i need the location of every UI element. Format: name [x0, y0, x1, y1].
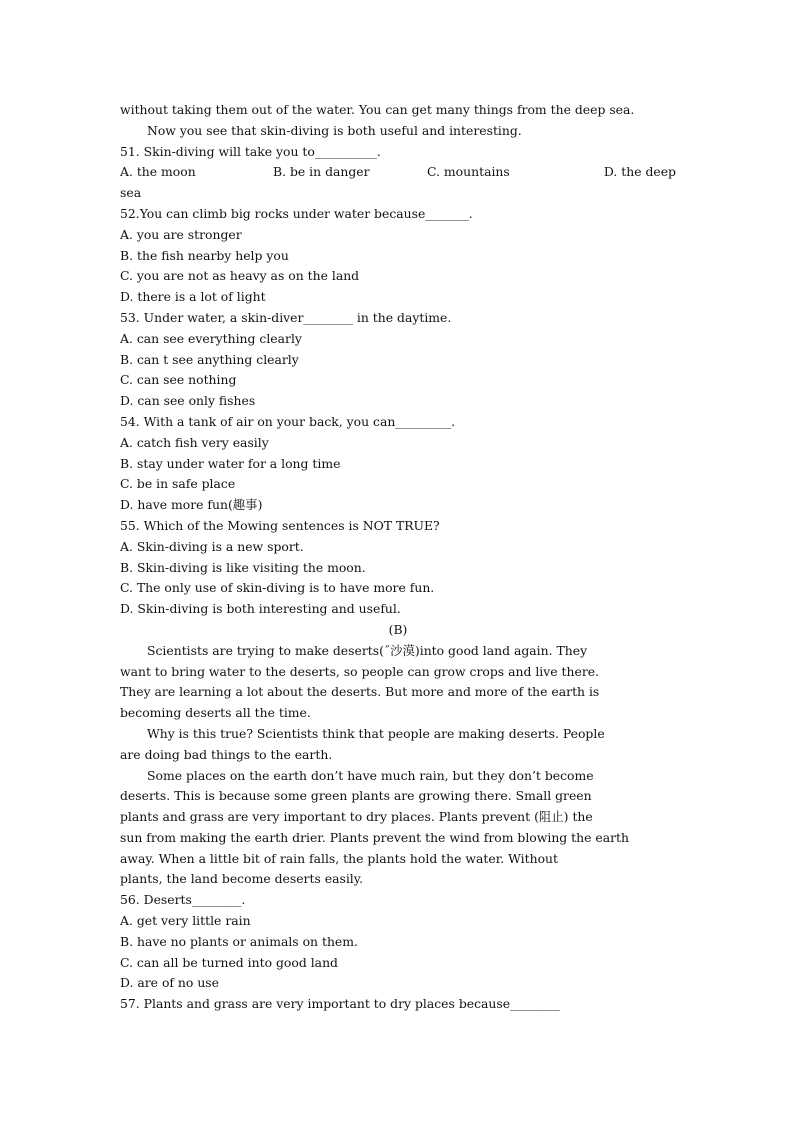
- question-53-stem: 53. Under water, a skin-diver________ in the daytime.: [120, 309, 452, 325]
- passage-b-line: are doing bad things to the earth.: [120, 746, 333, 762]
- question-51-stem: 51. Skin-diving will take you to__________.: [120, 143, 381, 159]
- question-57-stem: 57. Plants and grass are very important to dry places because________: [120, 996, 560, 1012]
- option-d: D. have more fun(趣事): [120, 497, 263, 513]
- option-d: D. there is a lot of light: [120, 289, 266, 305]
- passage-b-line: plants and grass are very important to dry places. Plants prevent (阻止) the: [120, 809, 593, 825]
- question-55-stem: 55. Which of the Mowing sentences is NOT TRUE?: [120, 517, 440, 533]
- passage-b-line: becoming deserts all the time.: [120, 705, 311, 721]
- option-a: A. get very little rain: [120, 913, 251, 929]
- option-c: C. mountains: [427, 164, 510, 180]
- option-c: C. you are not as heavy as on the land: [120, 268, 360, 284]
- question-51-options: [120, 162, 676, 183]
- option-a: A. you are stronger: [120, 226, 242, 242]
- question-52-stem: 52.You can climb big rocks under water because_______.: [120, 205, 473, 221]
- option-c: C. The only use of skin-diving is to have more fun.: [120, 580, 435, 596]
- option-d: D. the deep: [603, 164, 676, 180]
- option-c: C. can all be turned into good land: [120, 954, 338, 970]
- option-b: B. stay under water for a long time: [120, 455, 341, 471]
- option-b: B. be in danger: [273, 164, 370, 180]
- passage-b-line: Scientists are trying to make deserts(˝沙漠)into good land again. They: [147, 642, 588, 658]
- passage-b-line: Some places on the earth don’t have much rain, but they don’t become: [147, 767, 594, 783]
- passage-b-line: deserts. This is because some green plants are growing there. Small green: [120, 788, 592, 804]
- option-b: B. Skin-diving is like visiting the moon.: [120, 559, 366, 575]
- option-a: A. catch fish very easily: [120, 434, 269, 450]
- option-b: B. have no plants or animals on them.: [120, 933, 358, 949]
- option-a: A. the moon: [120, 164, 196, 180]
- passage-a-line: without taking them out of the water. You can get many things from the deep sea.: [120, 102, 635, 117]
- option-c: C. be in safe place: [120, 476, 236, 492]
- option-a: A. can see everything clearly: [120, 330, 302, 346]
- question-54-stem: 54. With a tank of air on your back, you can_________.: [120, 413, 456, 429]
- section-b-heading: (B): [388, 621, 408, 637]
- passage-b-line: Why is this true? Scientists think that people are making deserts. People: [147, 725, 605, 741]
- option-d: D. Skin-diving is both interesting and useful.: [120, 601, 401, 617]
- passage-b-line: sun from making the earth drier. Plants prevent the wind from blowing the earth: [120, 829, 630, 845]
- question-56-stem: 56. Deserts________.: [120, 892, 246, 908]
- passage-b-line: They are learning a lot about the deserts. But more and more of the earth is: [120, 684, 600, 700]
- option-c: C. can see nothing: [120, 372, 237, 388]
- option-d: D. are of no use: [120, 975, 219, 991]
- option-d-continuation: sea: [120, 185, 142, 201]
- option-d: D. can see only fishes: [120, 393, 256, 409]
- passage-b-line: away. When a little bit of rain falls, the plants hold the water. Without: [120, 850, 559, 866]
- option-b: B. the fish nearby help you: [120, 247, 289, 263]
- document-content: [120, 100, 676, 1015]
- passage-b-line: plants, the land become deserts easily.: [120, 871, 364, 887]
- passage-b-line: want to bring water to the deserts, so people can grow crops and live there.: [120, 663, 600, 679]
- option-b: B. can t see anything clearly: [120, 351, 299, 367]
- passage-a-line: Now you see that skin-diving is both useful and interesting.: [147, 122, 522, 138]
- option-a: A. Skin-diving is a new sport.: [120, 538, 304, 554]
